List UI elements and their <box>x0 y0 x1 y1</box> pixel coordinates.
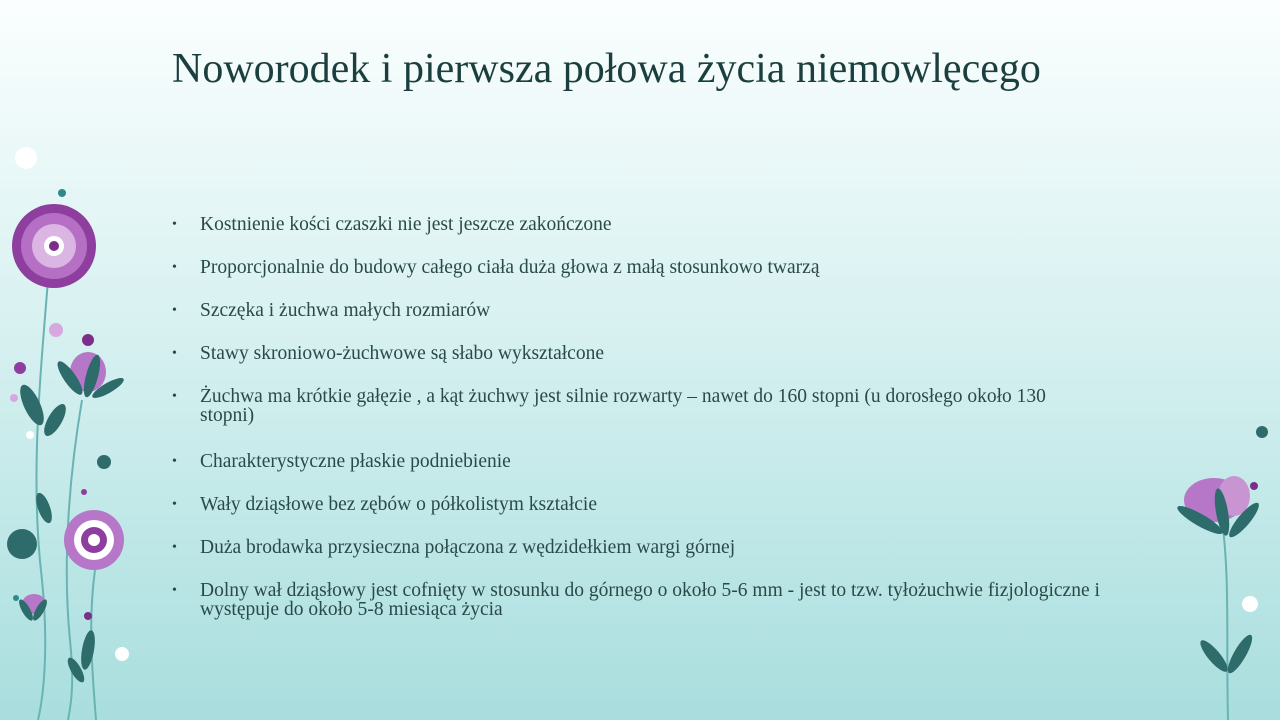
list-item-text: Stawy skroniowo-żuchwowe są słabo wykształcone <box>200 343 604 364</box>
list-item <box>172 538 1102 557</box>
list-item-text: Wały dziąsłowe bez zębów o półkolistym kształcie <box>200 494 597 515</box>
list-item-text: Kostnienie kości czaszki nie jest jeszcze zakończone <box>200 214 612 235</box>
list-item <box>172 344 1102 363</box>
bullet-icon: • <box>172 389 177 404</box>
bullet-icon: • <box>172 346 177 361</box>
list-item <box>172 452 1102 471</box>
bullet-icon: • <box>172 540 177 555</box>
list-item-text: Szczęka i żuchwa małych rozmiarów <box>200 300 491 321</box>
list-item <box>172 301 1102 320</box>
bullet-icon: • <box>172 260 177 275</box>
flower-icon <box>12 204 96 288</box>
list-item-text: Żuchwa ma krótkie gałęzie , a kąt żuchwy jest silnie rozwarty – nawet do 160 stopni (u dorosłego około 130 stopni) <box>200 386 1046 426</box>
list-item-text: Duża brodawka przysieczna połączona z wędzidełkiem wargi górnej <box>200 537 736 558</box>
bullet-list <box>172 215 1102 643</box>
bullet-icon: • <box>172 217 177 232</box>
list-item-text: Dolny wał dziąsłowy jest cofnięty w stosunku do górnego o około 5-6 mm - jest to tzw. tyłożuchwie fizjologiczne i występuje do około 5-8 miesiąca życia <box>200 580 1100 620</box>
bullet-icon: • <box>172 583 177 598</box>
list-item <box>172 258 1102 277</box>
list-item-text: Proporcjonalnie do budowy całego ciała duża głowa z małą stosunkowo twarzą <box>200 257 820 278</box>
slide-title: Noworodek i pierwsza połowa życia niemowlęcego <box>172 46 1041 92</box>
list-item <box>172 495 1102 514</box>
floral-decoration-left <box>0 0 140 720</box>
bullet-icon: • <box>172 454 177 469</box>
bullet-icon: • <box>172 303 177 318</box>
bullet-icon: • <box>172 497 177 512</box>
list-item <box>172 387 1102 425</box>
list-item <box>172 581 1102 619</box>
list-item-text: Charakterystyczne płaskie podniebienie <box>200 451 511 472</box>
list-item <box>172 215 1102 234</box>
